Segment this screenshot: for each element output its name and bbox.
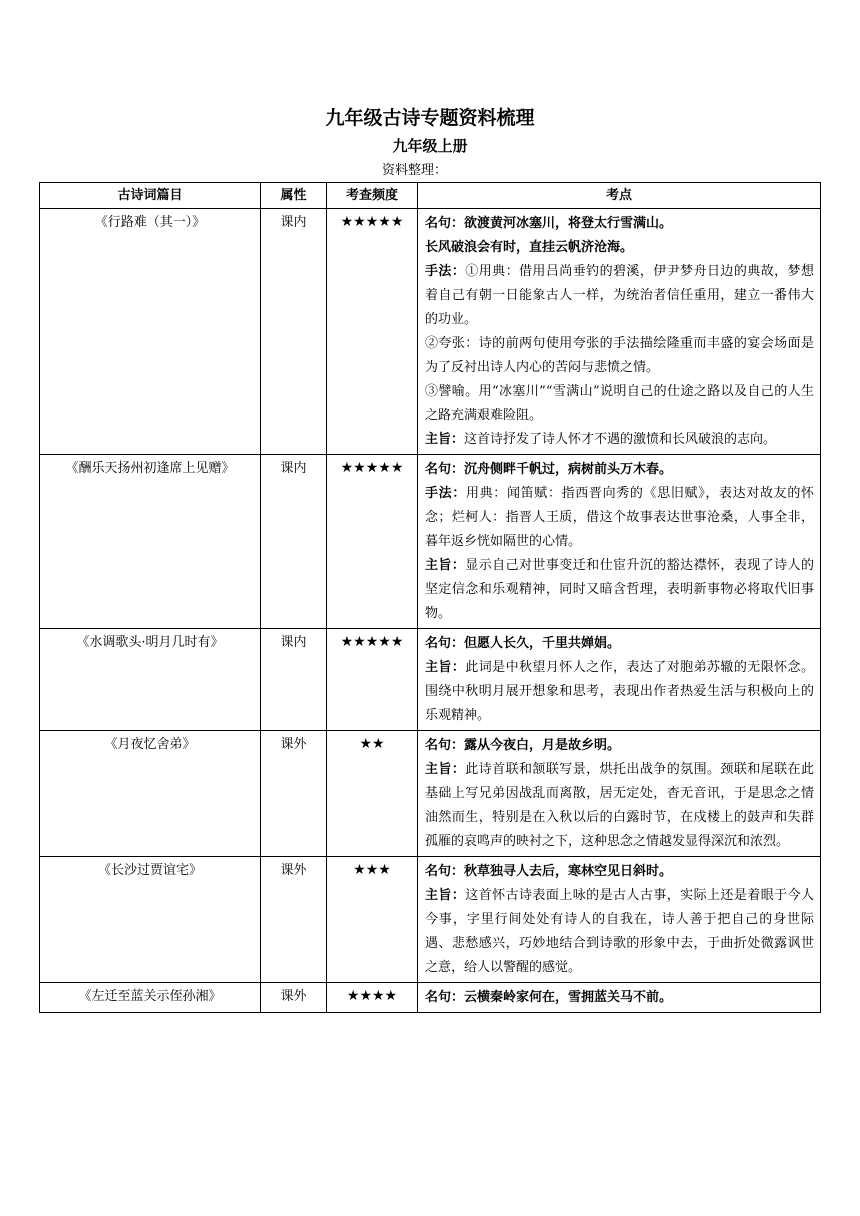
exam-point: [425, 656, 814, 728]
point-text: ③譬喻。用“冰塞川”“雪满山”说明自己的仕途之路以及自己的人生之路充满艰难险阻。: [425, 384, 814, 423]
point-text: 显示自己对世事变迁和仕宦升沉的豁达襟怀，表现了诗人的坚定信念和乐观精神，同时又暗含哲理，表明新事物必将取代旧事物。: [425, 558, 814, 621]
poem-attribute: 课外: [261, 857, 327, 983]
point-text: 欲渡黄河冰塞川，将登太行雪满山。: [464, 216, 673, 231]
point-text: 这首诗抒发了诗人怀才不遇的激愤和长风破浪的志向。: [464, 432, 777, 447]
exam-point: [425, 482, 814, 554]
poem-title: 《月夜忆舍弟》: [40, 731, 261, 857]
table-row: [40, 983, 821, 1013]
table-body: [40, 209, 821, 1013]
point-label: 名句：: [425, 216, 465, 231]
exam-point: [425, 236, 814, 260]
point-label: 主旨：: [425, 762, 466, 777]
point-label: 名句：: [425, 864, 465, 879]
compiler-label: 资料整理：: [382, 163, 448, 178]
document-subtitle: 九年级上册: [392, 137, 468, 155]
exam-point: [425, 860, 814, 884]
point-text: 秋草独寻人去后，寒林空见日斜时。: [464, 864, 673, 879]
exam-points: [418, 857, 821, 983]
poem-title: 《水调歌头·明月几时有》: [40, 629, 261, 731]
document-title: 九年级古诗专题资料梳理: [325, 107, 535, 129]
frequency-stars: ★★: [327, 731, 418, 857]
exam-point: [425, 884, 814, 980]
table-row: [40, 857, 821, 983]
point-label: 主旨：: [425, 432, 465, 447]
header-attr: 属性: [261, 183, 327, 209]
table-row: [40, 209, 821, 455]
header-points: 考点: [418, 183, 821, 209]
exam-point: [425, 332, 814, 380]
frequency-stars: ★★★★★: [327, 629, 418, 731]
frequency-stars: ★★★★★: [327, 455, 418, 629]
table-row: [40, 629, 821, 731]
poem-title: 《左迁至蓝关示侄孙湘》: [40, 983, 261, 1013]
table-row: [40, 455, 821, 629]
header-frequency: 考查频度: [327, 183, 418, 209]
point-text: 此词是中秋望月怀人之作，表达了对胞弟苏辙的无限怀念。围绕中秋明月展开想象和思考，表现出作者热爱生活与积极向上的乐观精神。: [425, 660, 814, 723]
exam-points: [418, 209, 821, 455]
poem-title: 《长沙过贾谊宅》: [40, 857, 261, 983]
table-row: [40, 731, 821, 857]
point-text: ②夸张：诗的前两句使用夸张的手法描绘隆重而丰盛的宴会场面是为了反衬出诗人内心的苦闷与悲愤之情。: [425, 336, 814, 375]
point-label: 手法：: [425, 264, 466, 279]
point-text: 长风破浪会有时，直挂云帆济沧海。: [425, 240, 634, 255]
frequency-stars: ★★★★★: [327, 209, 418, 455]
header-poem: 古诗词篇目: [40, 183, 261, 209]
point-text: 露从今夜白，月是故乡明。: [464, 738, 621, 753]
poem-attribute: 课内: [261, 209, 327, 455]
poem-title: 《酬乐天扬州初逢席上见赠》: [40, 455, 261, 629]
poem-attribute: 课内: [261, 629, 327, 731]
exam-point: [425, 734, 814, 758]
point-text: 但愿人长久，千里共婵娟。: [464, 636, 621, 651]
exam-point: [425, 632, 814, 656]
point-label: 主旨：: [425, 888, 466, 903]
poem-attribute: 课外: [261, 731, 327, 857]
point-label: 手法：: [425, 486, 466, 501]
exam-point: [425, 758, 814, 854]
point-label: 名句：: [425, 738, 465, 753]
exam-point: [425, 458, 814, 482]
point-label: 主旨：: [425, 660, 466, 675]
point-text: 这首怀古诗表面上咏的是古人古事，实际上还是着眼于今人今事，字里行间处处有诗人的自我在，诗人善于把自己的身世际遇、悲愁感兴，巧妙地结合到诗歌的形象中去，于曲折处微露讽世之意，给人以警醒的感觉。: [425, 888, 814, 975]
poem-attribute: 课外: [261, 983, 327, 1013]
point-label: 名句：: [425, 462, 465, 477]
exam-point: [425, 986, 814, 1010]
exam-point: [425, 260, 814, 332]
exam-point: [425, 428, 814, 452]
exam-point: [425, 212, 814, 236]
table-header-row: [40, 183, 821, 209]
point-label: 名句：: [425, 636, 465, 651]
exam-points: [418, 629, 821, 731]
exam-points: [418, 983, 821, 1013]
exam-points: [418, 455, 821, 629]
poem-title: 《行路难（其一）》: [40, 209, 261, 455]
exam-point: [425, 554, 814, 626]
point-text: 沉舟侧畔千帆过，病树前头万木春。: [464, 462, 673, 477]
point-label: 主旨：: [425, 558, 466, 573]
poem-attribute: 课内: [261, 455, 327, 629]
poem-table: [39, 182, 821, 1013]
point-text: ①用典：借用吕尚垂钓的碧溪，伊尹梦舟日边的典故，梦想着自己有朝一日能象古人一样，为统治者信任重用，建立一番伟大的功业。: [425, 264, 814, 327]
point-label: 名句：: [425, 990, 465, 1005]
exam-points: [418, 731, 821, 857]
frequency-stars: ★★★: [327, 857, 418, 983]
point-text: 云横秦岭家何在，雪拥蓝关马不前。: [464, 990, 673, 1005]
point-text: 用典：闻笛赋：指西晋向秀的《思旧赋》，表达对故友的怀念；烂柯人：指晋人王质，借这个故事表达世事沧桑，人事全非，暮年返乡恍如隔世的心情。: [425, 486, 814, 549]
point-text: 此诗首联和颔联写景，烘托出战争的氛围。颈联和尾联在此基础上写兄弟因战乱而离散，居无定处，杳无音讯，于是思念之情油然而生，特别是在入秋以后的白露时节，在戍楼上的鼓声和失群孤雁的哀鸣声的映衬之下，这种思念之情越发显得深沉和浓烈。: [425, 762, 814, 849]
exam-point: [425, 380, 814, 428]
frequency-stars: ★★★★: [327, 983, 418, 1013]
